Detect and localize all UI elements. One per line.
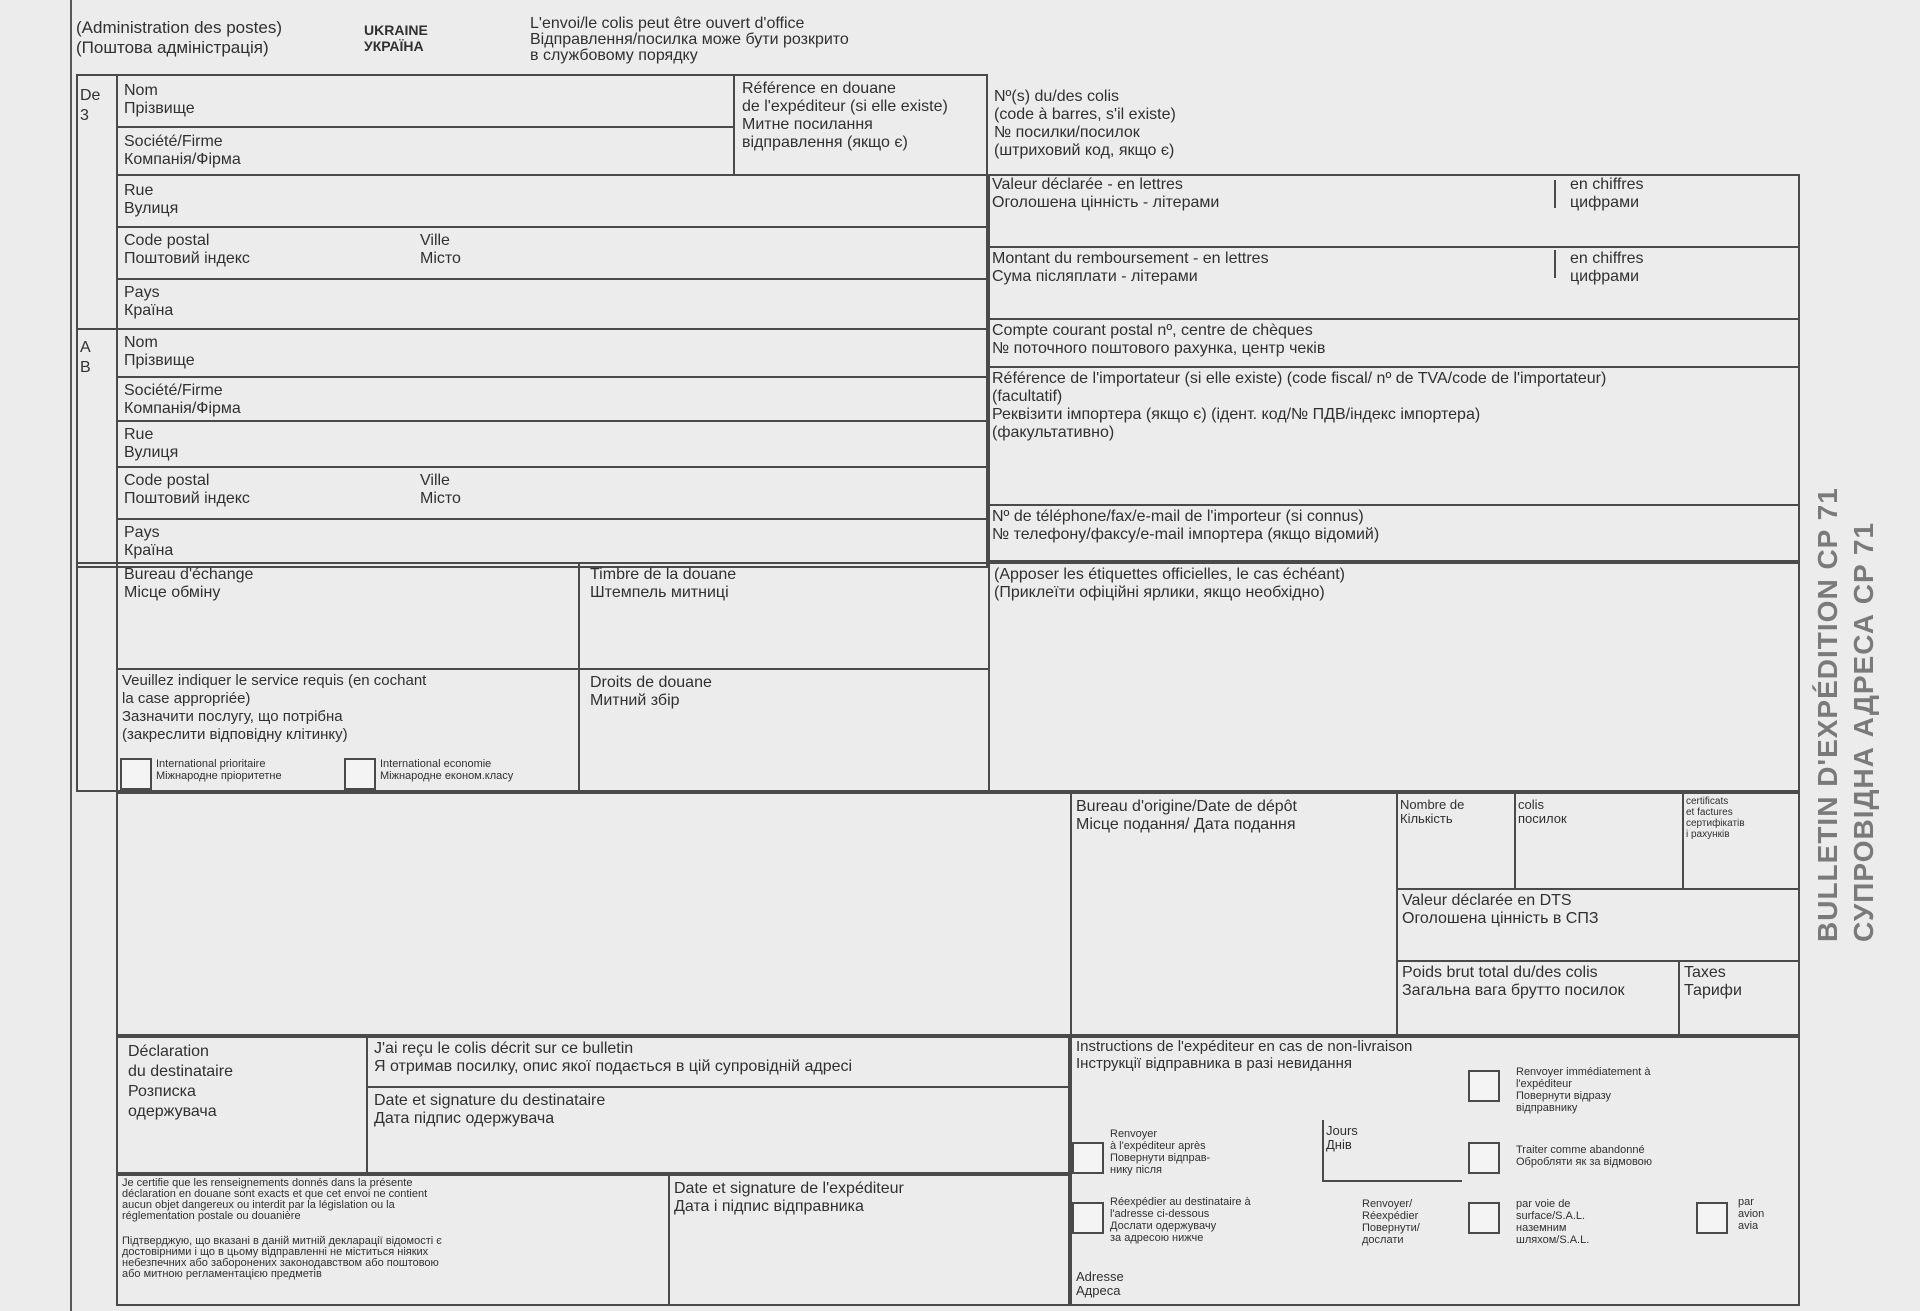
recipient-city-field[interactable]: Ville Місто [420,472,461,507]
divider [1554,180,1556,208]
return-immediately-checkbox[interactable] [1468,1070,1500,1102]
origin-office-date-field[interactable]: Bureau d'origine/Date de dépôt Місце подання/ Дата подання [1076,798,1297,833]
divider [116,226,988,228]
divider [116,126,733,128]
air-label: par avion avia [1738,1196,1765,1232]
return-after-checkbox[interactable] [1072,1142,1104,1174]
divider [116,466,988,468]
recipient-country-field[interactable]: Pays Країна [124,524,174,559]
received-statement: J'ai reçu le colis décrit sur ce bulletin Я отримав посилку, опис якої подається в цій супровідній адресі [374,1040,853,1075]
divider [116,376,988,378]
divider [1396,888,1800,890]
postal-account-field[interactable]: Compte courant postal nº, centre de chèques № поточного поштового рахунка, центр чеків [992,322,1326,357]
return-redirect-label: Renvoyer/ Réexpédier Повернути/ дослати [1362,1198,1420,1246]
parcel-numbers-field[interactable]: Nº(s) du/des colis (code à barres, s'il existe) № посилки/посилок (штриховий код, якщо є) [994,88,1176,159]
divider [1514,792,1516,888]
divider [1678,960,1680,1036]
divider [1396,792,1398,1036]
redirect-checkbox[interactable] [1072,1202,1104,1234]
divider [1070,792,1072,1036]
sender-customs-reference[interactable]: Référence en douane de l'expéditeur (si elle existe) Митне посилання відправлення (якщо є) [742,80,948,151]
declaration-label: Déclaration du destinataire Розписка одержувача [128,1043,233,1120]
declared-value-sdr-field[interactable]: Valeur déclarée en DTS Оголошена цінність в СПЗ [1402,892,1599,927]
customs-duties-field[interactable]: Droits de douane Митний збір [590,674,712,709]
divider [366,1036,368,1174]
service-instruction: Veuillez indiquer le service requis (en cochant la case appropriée) Зазначити послугу, що потрібна (закреслити відповідну клітинку) [122,672,427,743]
recipient-signature-field[interactable]: Date et signature du destinataire Дата підпис одержувача [374,1092,606,1127]
divider [1554,250,1556,278]
taxes-field[interactable]: Taxes Тарифи [1684,964,1742,999]
surface-label: par voie de surface/S.A.L. наземним шляхом/S.A.L. [1516,1198,1590,1246]
divider [578,562,580,792]
redirect-address-field[interactable]: Adresse Адреса [1076,1269,1124,1298]
importer-contact-field[interactable]: Nº de téléphone/fax/e-mail de l'importeur (si connus) № телефону/факсу/e-mail імпортера (якщо відомий) [992,508,1380,543]
recipient-company-field[interactable]: Société/Firme Компанія/Фірма [124,382,241,417]
sender-company-field[interactable]: Société/Firme Компанія/Фірма [124,133,241,168]
form-title-uk: СУПРОВІДНА АДРЕСА CP 71 [1848,521,1879,942]
divider [116,420,988,422]
gross-weight-field[interactable]: Poids brut total du/des colis Загальна вага брутто посилок [1402,964,1625,999]
redirect-label: Réexpédier au destinataire à l'adresse ci-dessous Дослати одержувачу за адресою нижче [1110,1196,1251,1244]
abandon-label: Traiter comme abandonné Обробляти як за відмовою [1516,1144,1653,1168]
divider [1682,792,1684,888]
sender-label: De 3 [80,87,101,124]
importer-reference-field[interactable]: Référence de l'importateur (si elle existe) (code fiscal/ nº de TVA/code de l'importateur) (facultatif) Реквізити імпортера (якщо є) (ідент. код/№ ПДВ/індекс імпортера) (факультативно) [992,370,1607,441]
customs-stamp-field: Timbre de la douane Штемпель митниці [590,566,737,601]
parcels-count-field[interactable]: colis посилок [1518,797,1567,826]
divider [116,668,988,670]
recipient-postcode-field[interactable]: Code postal Поштовий індекс [124,472,250,507]
divider [116,174,988,176]
recipient-street-field[interactable]: Rue Вулиця [124,426,179,461]
open-notice: L'envoi/le colis peut être ouvert d'office Відправлення/посилка може бути розкрито в службовому порядку [530,15,849,64]
divider [988,246,1800,248]
exchange-office-field[interactable]: Bureau d'échange Місце обміну [124,566,254,601]
economy-checkbox[interactable] [344,758,376,790]
sender-signature-field[interactable]: Date et signature de l'expéditeur Дата і підпис відправника [674,1180,904,1215]
days-field[interactable]: Jours Днів [1326,1123,1358,1152]
divider [366,1086,1070,1088]
count-label: Nombre de Кількість [1400,797,1465,826]
economy-label: International economie Міжнародне економ.класу [380,758,514,782]
divider [76,328,988,330]
declared-value-figures-field[interactable]: en chiffres цифрами [1570,176,1644,211]
divider [668,1174,670,1306]
divider [988,562,990,792]
certification-text-fr: Je certifie que les renseignements donnés dans la présente déclaration en douane sont exacts et que cet envoi ne contient aucun objet dangereux ou interdit par la législation ou la réglementation postale ou douanière [122,1177,428,1222]
sender-country-field[interactable]: Pays Країна [124,284,174,319]
sender-street-field[interactable]: Rue Вулиця [124,182,179,217]
air-checkbox[interactable] [1696,1202,1728,1234]
certification-text-uk: Підтверджую, що вказані в даній митній декларації відомості є достовірними і що в цьому відправленні не міститься ніяких небезпечних або заборонених законодавством або поштовою або митною регламентацією предметів [122,1235,442,1280]
divider [116,562,118,792]
surface-checkbox[interactable] [1468,1202,1500,1234]
country-name: UKRAINE УКРАЇНА [364,22,428,54]
divider [988,318,1800,320]
margin-line [70,0,72,1311]
declared-value-letters-field[interactable]: Valeur déclarée - en lettres Оголошена цінність - літерами [992,176,1220,211]
divider [1322,1120,1324,1180]
divider [116,278,988,280]
return-after-label: Renvoyer à l'expéditeur après Повернути відправ- нику після [1110,1128,1211,1176]
divider [1322,1180,1462,1182]
divider [733,74,735,174]
official-labels-area: (Apposer les étiquettes officielles, le cas échéant) (Приклеїти офіційні ярлики, якщо необхідно) [994,566,1346,601]
certificates-count-field[interactable]: certificats et factures сертифікатів і рахунків [1686,796,1745,840]
priority-label: International prioritaire Міжнародне пріоритетне [156,758,282,782]
cod-amount-letters-field[interactable]: Montant du remboursement - en lettres Сума післяплати - літерами [992,250,1269,285]
divider [116,518,988,520]
priority-checkbox[interactable] [120,758,152,790]
return-immediately-label: Renvoyer immédiatement à l'expéditeur Повернути відразу відправнику [1516,1066,1651,1114]
recipient-name-field[interactable]: Nom Прізвище [124,334,195,369]
divider [988,366,1800,368]
form-title-fr: BULLETIN D'EXPÉDITION CP 71 [1812,487,1843,942]
postal-administration: (Administration des postes) (Поштова адміністрація) [76,18,282,57]
divider [988,504,1800,506]
abandon-checkbox[interactable] [1468,1142,1500,1174]
cod-amount-figures-field[interactable]: en chiffres цифрами [1570,250,1644,285]
label-column-divider [116,74,118,568]
sender-city-field[interactable]: Ville Місто [420,232,461,267]
instructions-title: Instructions de l'expéditeur en cas de non-livraison Інструкції відправника в разі невидання [1076,1038,1413,1072]
recipient-label: A B [80,339,91,376]
sender-postcode-field[interactable]: Code postal Поштовий індекс [124,232,250,267]
sender-name-field[interactable]: Nom Прізвище [124,82,195,117]
divider [1396,960,1800,962]
